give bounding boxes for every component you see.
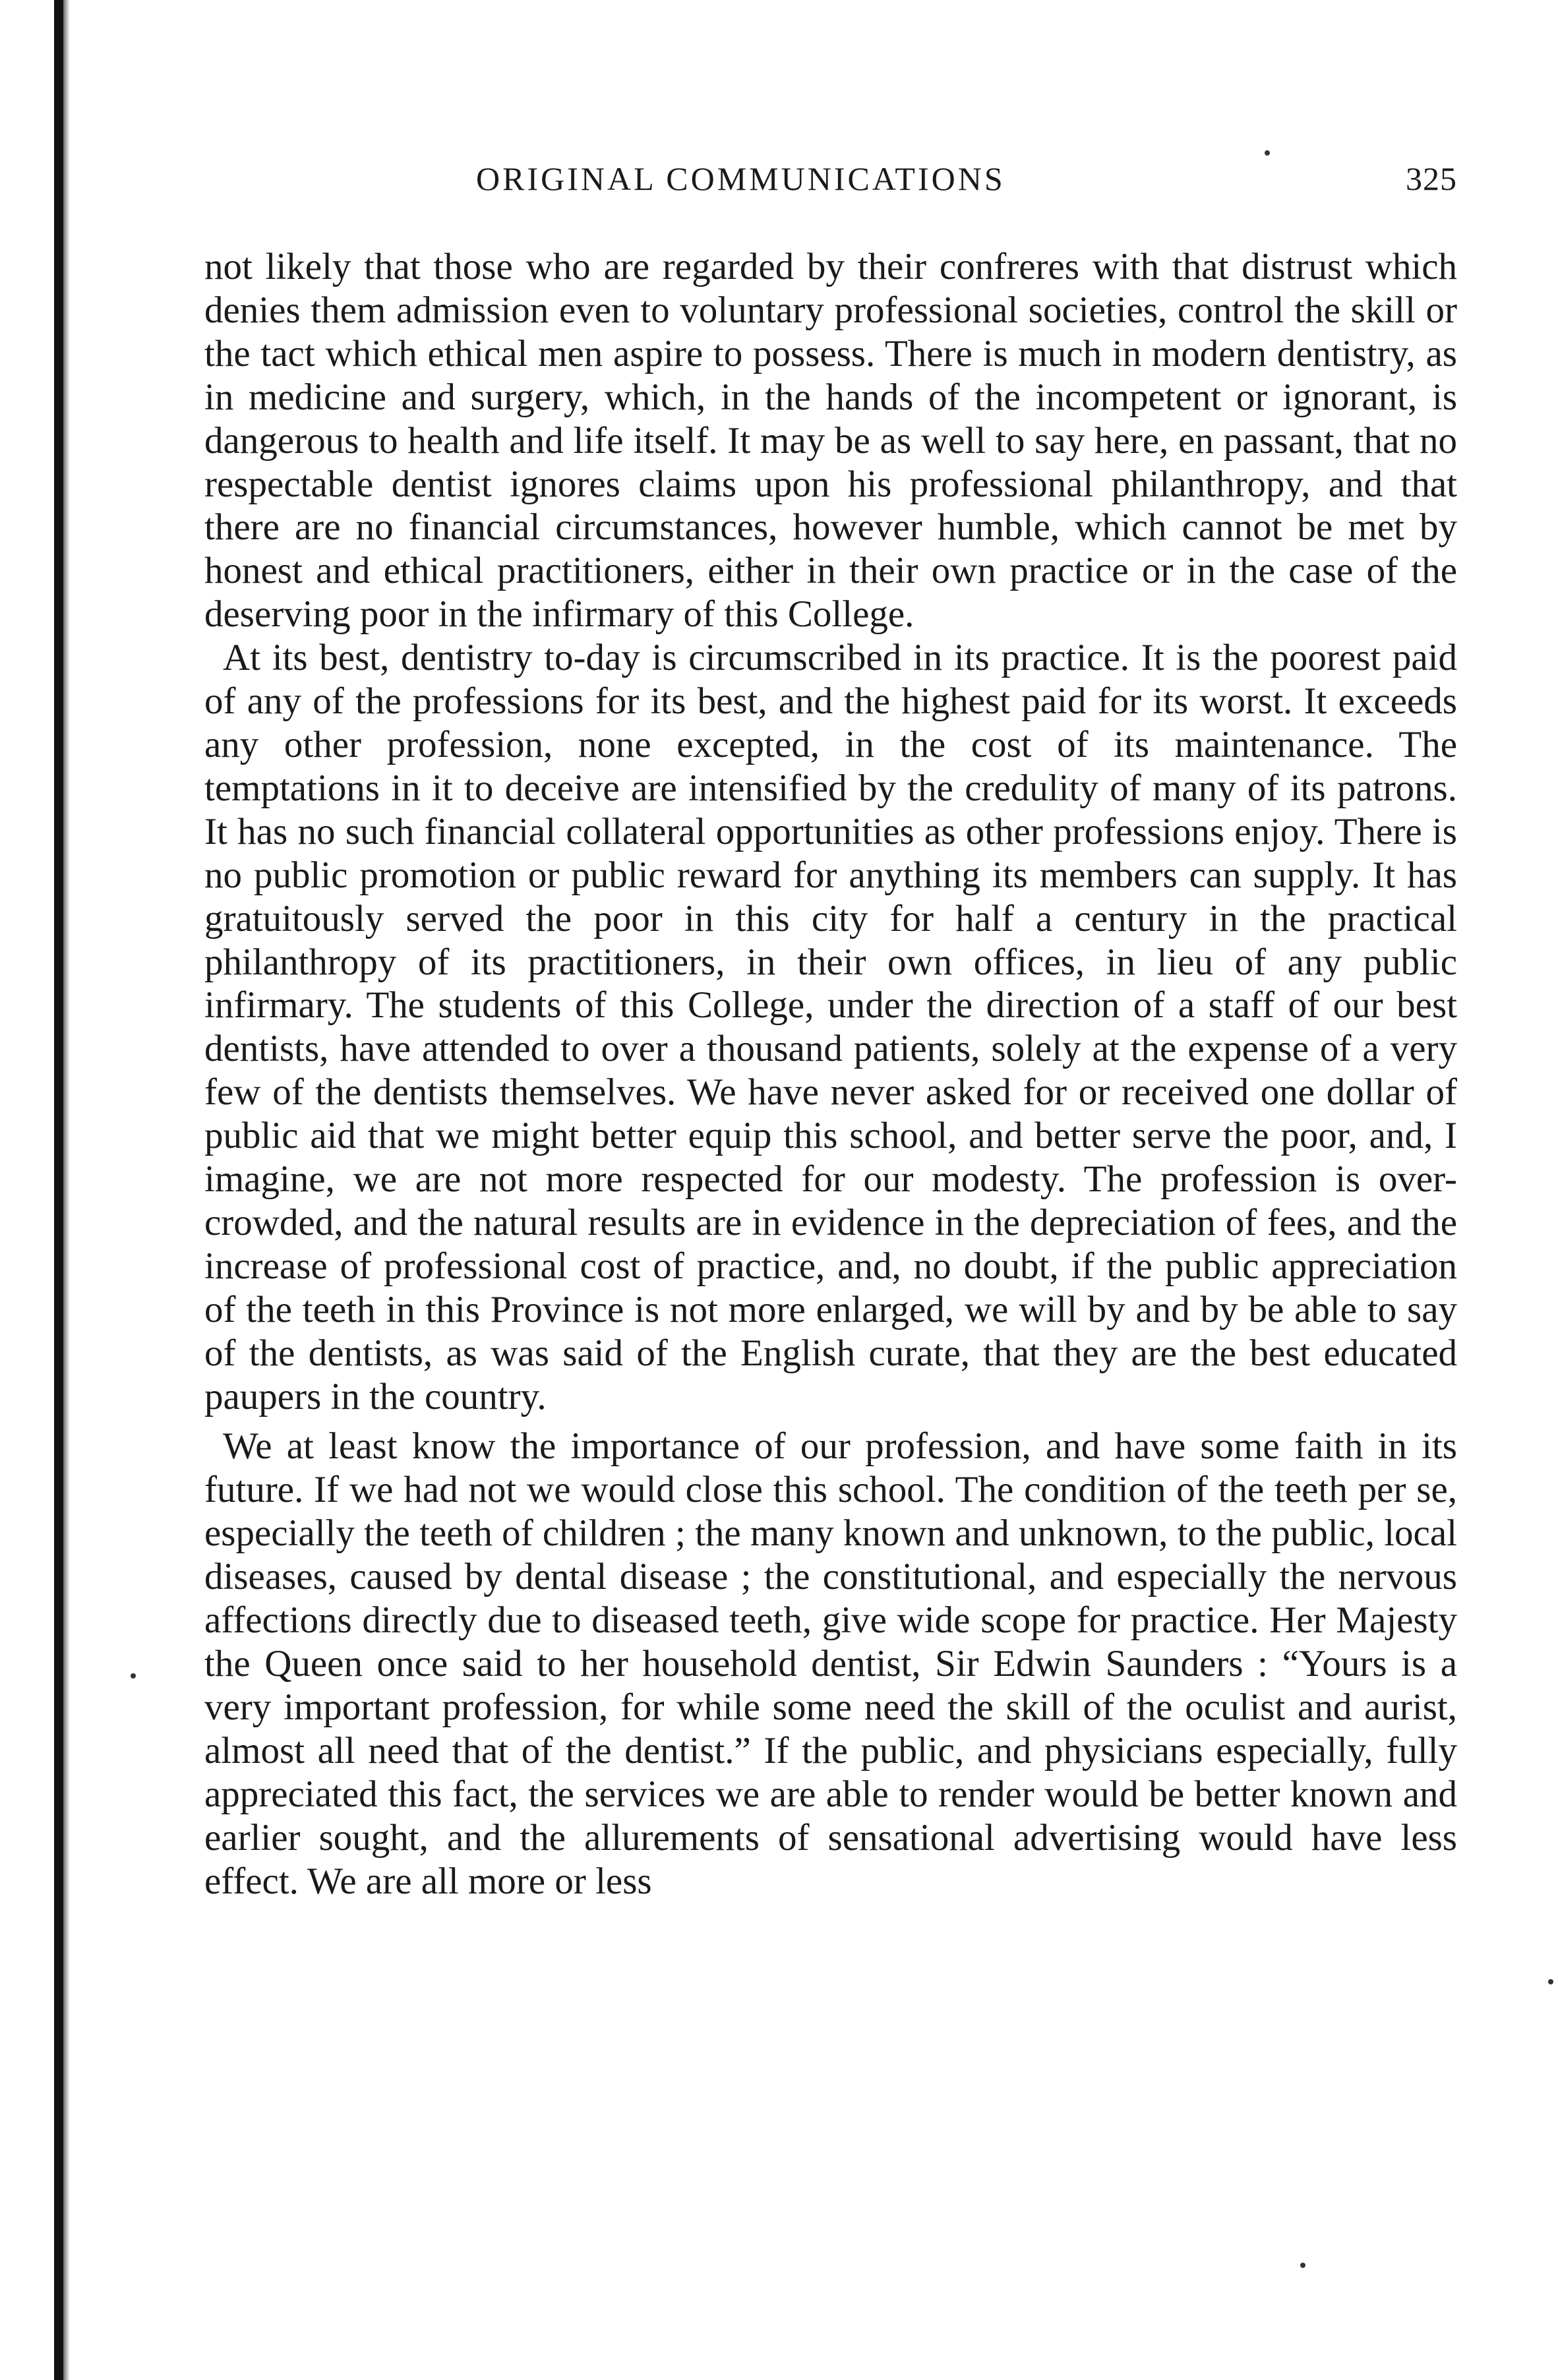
- paragraph-dentistry-today: At its best, dentistry to-day is circumscribed in its practice. It is the poorest paid of any of the professions for its best, and the highest paid for its worst. It exceeds any other profession, none excepted, in the cost of its maintenance. The temptations in it to deceive are intensified by the credulity of many of its patrons. It has no such financial collateral opportunities as other professions enjoy. There is no public promotion or public reward for anything its members can supply. It has gratuitously served the poor in this city for half a century in the practical philanthropy of its practitioners, in their own offices, in lieu of any public infirmary. The students of this College, under the direction of a staff of our best dentists, have attended to over a thousand patients, solely at the expense of a very few of the dentists themselves. We have never asked for or received one dollar of public aid that we might better equip this school, and better serve the poor, and, I imagine, we are not more respected for our modesty. The profession is over-crowded, and the natural results are in evidence in the depreciation of fees, and the increase of professional cost of practice, and, no doubt, if the public appreciation of the teeth in this Province is not more enlarged, we will by and by be able to say of the dentists, as was said of the English curate, that they are the best educated paupers in the country.: [204, 637, 1457, 1417]
- scan-speck: [1265, 150, 1270, 156]
- paragraph-continued: not likely that those who are regarded by their confreres with that distrust which denies them admission even to voluntary professional societies, control the skill or the tact which ethical men aspire to possess. There is much in modern dentistry, as in medicine and surgery, which, in the hands of the incompetent or ignorant, is dangerous to health and life itself. It may be as well to say here, en passant, that no respectable dentist ignores claims upon his professional philanthropy, and that there are no financial circumstances, however humble, which cannot be met by honest and ethical practitioners, either in their own practice or in the case of the deserving poor in the infirmary of this College.: [204, 246, 1457, 636]
- paragraph-importance: We at least know the importance of our profession, and have some faith in its future. If we had not we would close this school. The condition of the teeth per se, especially the teeth of children ; the many known and unknown, to the public, local diseases, caused by dental disease ; the constitutional, and especially the nervous affections directly due to diseased teeth, give wide scope for practice. Her Majesty the Queen once said to her household dentist, Sir Edwin Saunders : “Yours is a very important profession, for while some need the skill of the oculist and aurist, almost all need that of the dentist.” If the public, and physicians especially, fully appreciated this fact, the services we are able to render would be better known and earlier sought, and the allurements of sensational advertising would have less effect. We are all more or less: [204, 1425, 1457, 1902]
- page-number: 325: [1406, 160, 1457, 197]
- running-title: ORIGINAL COMMUNICATIONS: [476, 160, 1005, 197]
- text-block: [204, 245, 1457, 1903]
- scan-speck: [1300, 2263, 1305, 2268]
- running-head: [204, 160, 1457, 212]
- scan-speck: [1548, 1979, 1553, 1984]
- binding-edge: [54, 0, 63, 2380]
- binding-shadow: [63, 0, 70, 2380]
- scan-speck: [131, 1673, 136, 1679]
